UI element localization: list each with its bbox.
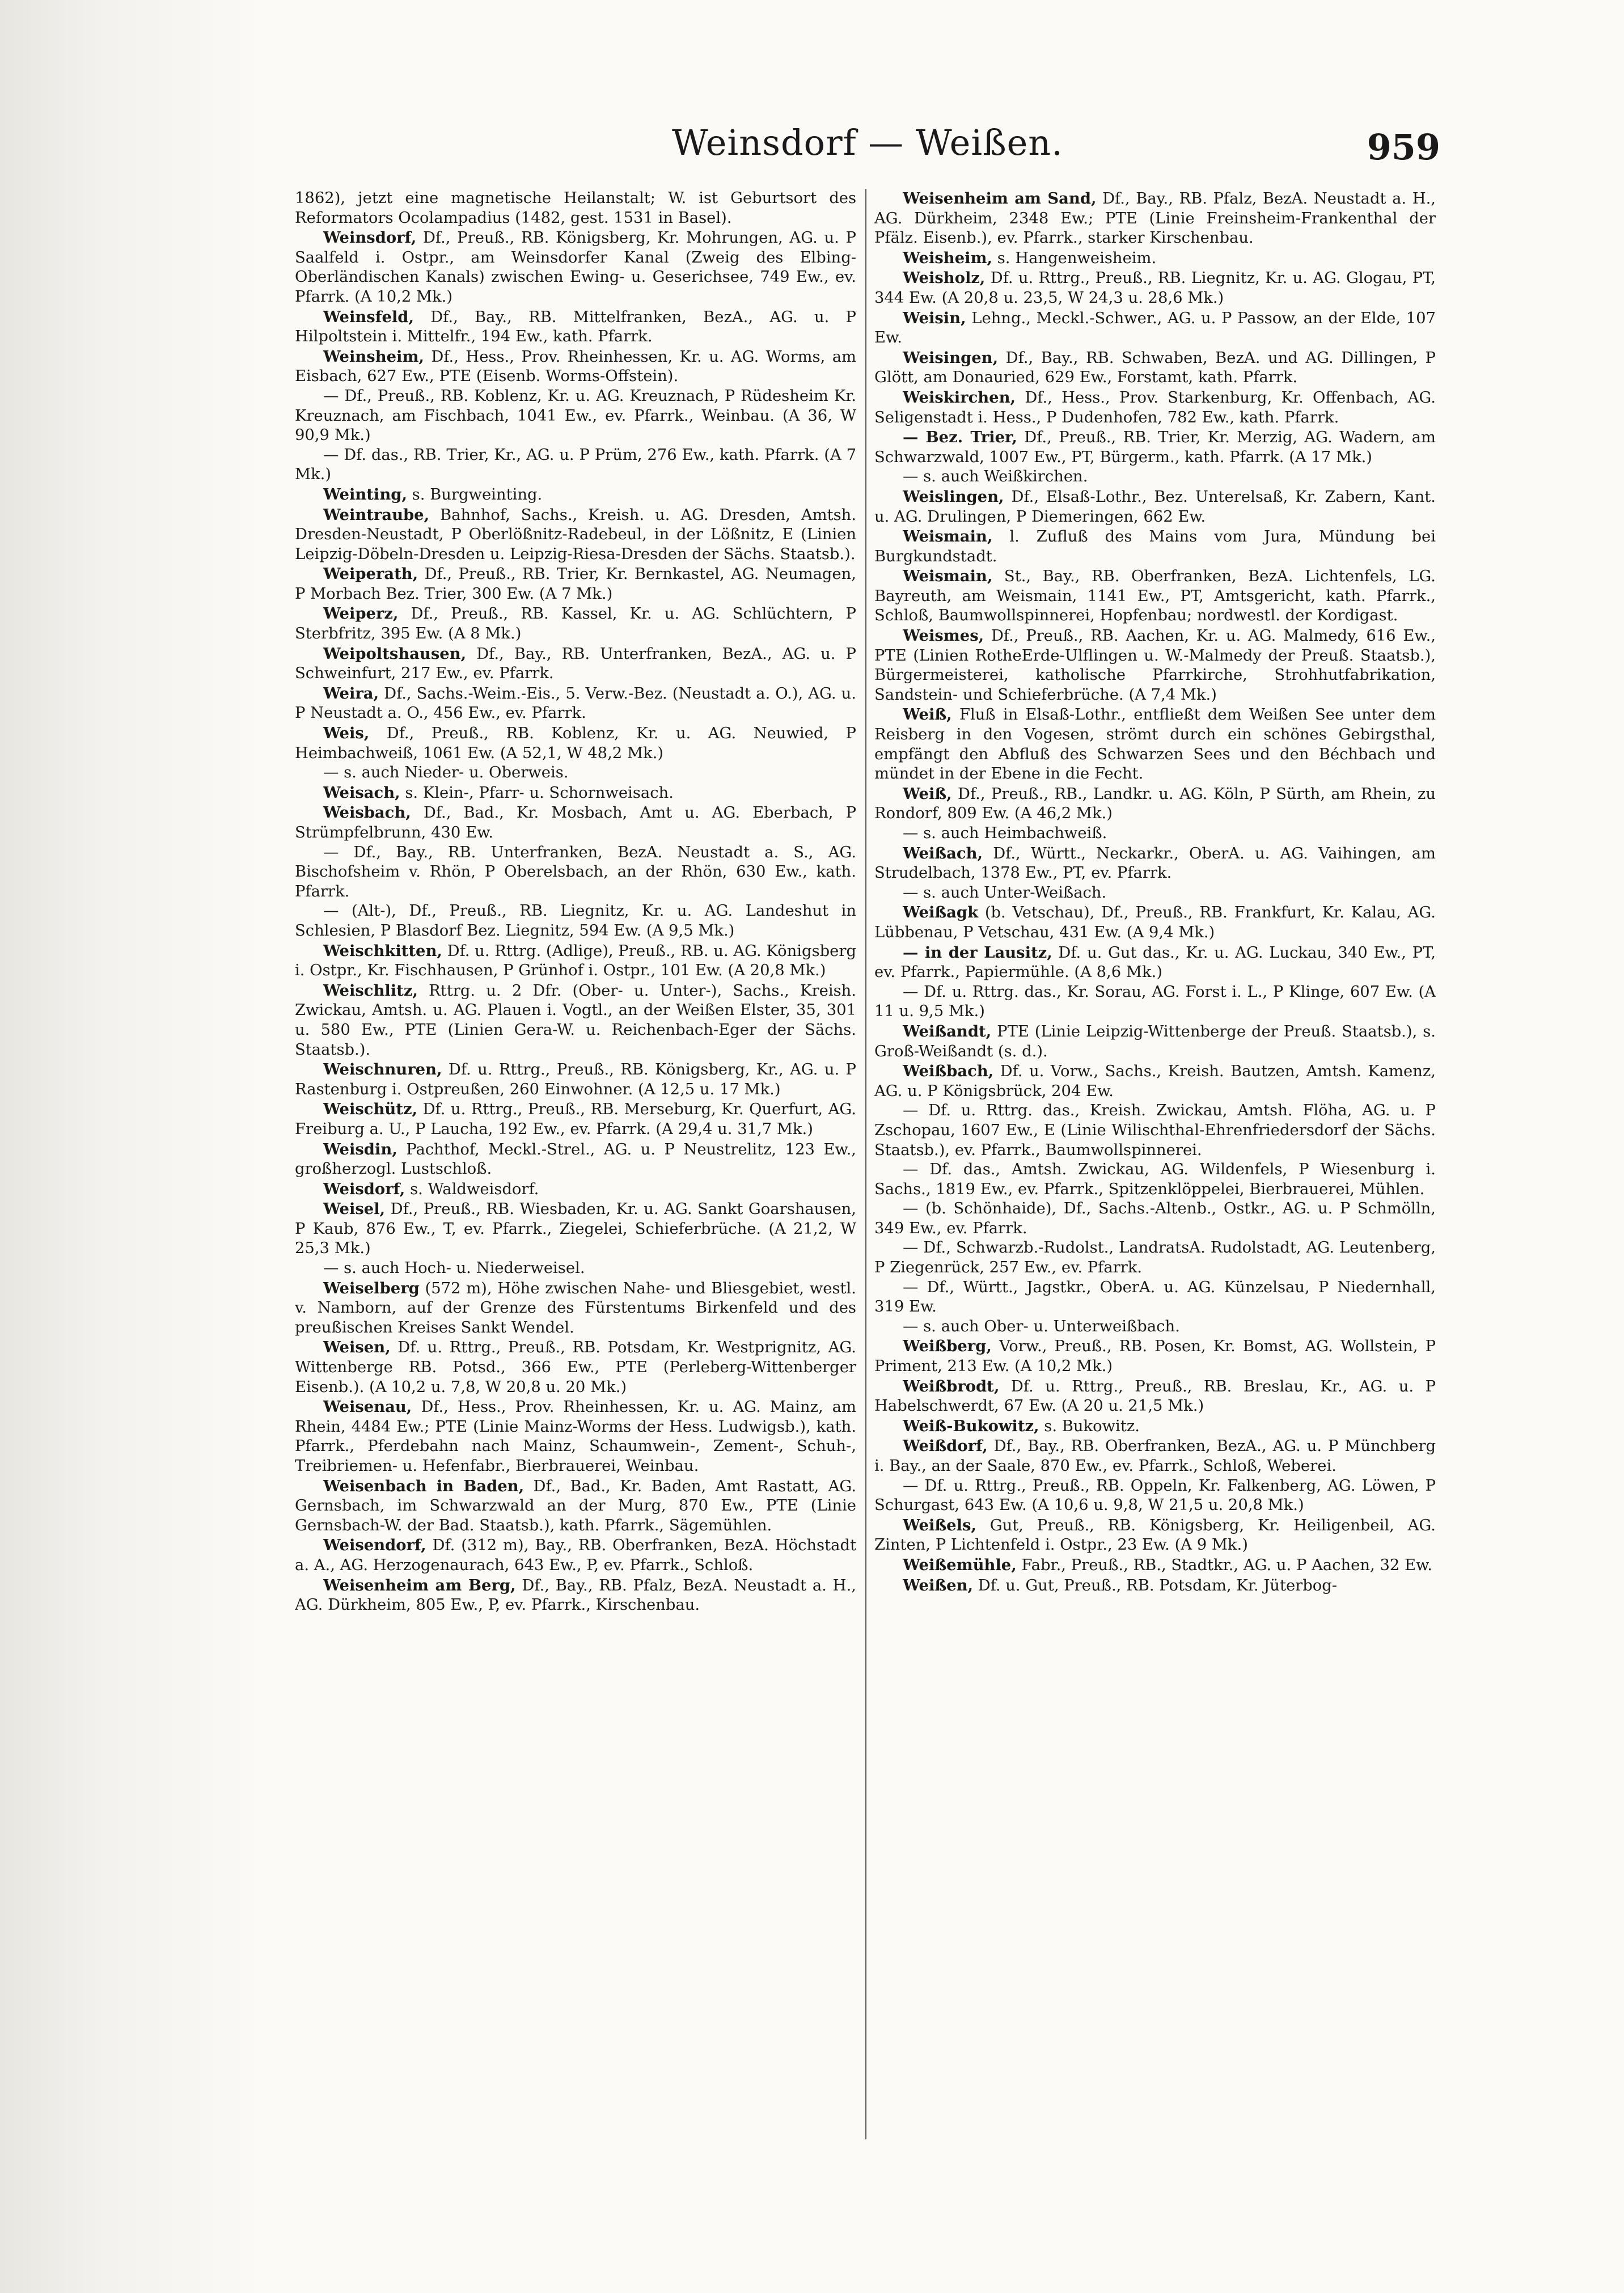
entry-text: (572 m), Höhe zwischen Nahe- und Bliesgebiet, westl. v. Namborn, auf der Grenze des Fürstentums Birkenfeld und des preußischen Kreises Sankt Wendel. [295, 1279, 856, 1336]
gazetteer-entry [874, 1336, 1436, 1376]
entry-headword: Weinsheim, [323, 347, 424, 366]
entry-text: — Df., Schwarzb.-Rudolst., LandratsA. Rudolstadt, AG. Leutenberg, P Ziegenrück, 257 Ew., ev. Pfarrk. [874, 1239, 1436, 1277]
entry-text: Bahnhof, Sachs., Kreish. u. AG. Dresden, Amtsh. Dresden-Neustadt, P Oberlößnitz-Radebeul, in der Lößnitz, E (Linien Leipzig-Döbeln-Dresden u. Leipzig-Riesa-Dresden der Sächs. Staatsb.). [295, 506, 856, 563]
entry-text: s. Bukowitz. [1039, 1417, 1140, 1435]
gazetteer-entry [295, 684, 856, 724]
entry-headword: Weisin, [903, 308, 966, 327]
entry-text: Df., Preuß., RB. Königsberg, Kr. Mohrungen, AG. u. P Saalfeld i. Ostpr., am Weinsdorfer Kanal (Zweig des Elbing-Oberländischen Kanals) zwischen Ewing- u. Geserichsee, 749 Ew., ev. Pfarrk. (A 10,2 Mk.) [295, 229, 856, 306]
gazetteer-entry [874, 983, 1436, 1022]
entry-headword: Weißach, [903, 844, 983, 862]
entry-text: — Df. u. Rttrg., Preuß., RB. Oppeln, Kr. Falkenberg, AG. Löwen, P Schurgast, 643 Ew. (A 10,6 u. 9,8, W 21,5 u. 20,8 Mk.) [874, 1477, 1436, 1514]
entry-headword: Weißemühle, [903, 1555, 1017, 1574]
entry-text: 1862), jetzt eine magnetische Heilanstalt; W. ist Geburtsort des Reformators Ocolampadius (1482, gest. 1531 in Basel). [295, 189, 856, 227]
entry-headword: Weischütz, [323, 1100, 418, 1119]
gazetteer-entry [874, 348, 1436, 388]
entry-text: (b. Vetschau), Df., Preuß., RB. Frankfurt, Kr. Kalau, AG. Lübbenau, P Vetschau, 431 Ew. (A 9,4 Mk.) [874, 904, 1436, 941]
gazetteer-entry [295, 763, 856, 783]
entry-headword: Weisel, [323, 1200, 386, 1219]
entry-text: Df. u. Rttrg., Preuß., RB. Merseburg, Kr. Querfurt, AG. Freiburg a. U., P Laucha, 192 Ew., ev. Pfarrk. (A 29,4 u. 31,7 Mk.) [295, 1101, 856, 1138]
entry-headword: Weismes, [903, 627, 984, 645]
entry-text: St., Bay., RB. Oberfranken, BezA. Lichtenfels, LG. Bayreuth, am Weismain, 1141 Ew., PT, Amtsgericht, kath. Pfarrk., Schloß, Baumwollspinnerei, Hopfenbau; nordwestl. der Kordigast. [874, 568, 1436, 625]
gazetteer-entry [295, 783, 856, 803]
entry-text: Df., Bay., RB. Schwaben, BezA. und AG. Dillingen, P Glött, am Donauried, 629 Ew., Forstamt, kath. Pfarrk. [874, 349, 1436, 387]
entry-text: l. Zufluß des Mains vom Jura, Mündung bei Burgkundstadt. [874, 528, 1436, 565]
gazetteer-entry [874, 1416, 1436, 1437]
gazetteer-entry [874, 308, 1436, 348]
gazetteer-entry [874, 1377, 1436, 1416]
entry-headword: Weißdorf, [903, 1437, 988, 1456]
entry-text: Df., Bad., Kr. Baden, Amt Rastatt, AG. Gernsbach, im Schwarzwald an der Murg, 870 Ew., PTE (Linie Gernsbach-W. der Bad. Staatsb.), kath. Pfarrk., Sägemühlen. [295, 1477, 856, 1534]
entry-headword: Weislingen, [903, 487, 1004, 506]
gazetteer-entry [874, 248, 1436, 269]
entry-text: — s. auch Hoch- u. Niederweisel. [323, 1259, 585, 1277]
gazetteer-entry [874, 527, 1436, 566]
entry-text: — Df. u. Rttrg. das., Kr. Sorau, AG. Forst i. L., P Klinge, 607 Ew. (A 11 u. 9,5 Mk.) [874, 983, 1436, 1021]
gazetteer-entry [295, 564, 856, 604]
entry-text: s. Waldweisdorf. [405, 1180, 539, 1198]
entry-text: Df., Preuß., RB. Trier, Kr. Bernkastel, AG. Neumagen, P Morbach Bez. Trier, 300 Ew. (A 7 Mk.) [295, 565, 856, 603]
right-column [874, 189, 1436, 2168]
entry-headword: Weisendorf, [323, 1536, 426, 1555]
gazetteer-entry [874, 883, 1436, 903]
gazetteer-entry [874, 388, 1436, 428]
entry-headword: Weinsfeld, [323, 307, 414, 326]
gazetteer-entry [874, 824, 1436, 844]
gazetteer-entry [295, 902, 856, 941]
entry-text: Df., Preuß., RB. Kassel, Kr. u. AG. Schlüchtern, P Sterbfritz, 395 Ew. (A 8 Mk.) [295, 605, 856, 643]
gazetteer-entry [874, 784, 1436, 824]
entry-text: Df., Preuß., RB. Trier, Kr. Merzig, AG. Wadern, am Schwarzwald, 1007 Ew., PT, Bürgerm., kath. Pfarrk. (A 17 Mk.) [874, 429, 1436, 466]
gazetteer-entry [874, 1555, 1436, 1576]
entry-text: Df., Sachs.-Weim.-Eis., 5. Verw.-Bez. (Neustadt a. O.), AG. u. P Neustadt a. O., 456 Ew., ev. Pfarrk. [295, 684, 856, 722]
entry-headword: Weisdorf, [323, 1179, 405, 1198]
entry-text: Df. u. Rttrg. (Adlige), Preuß., RB. u. AG. Königsberg i. Ostpr., Kr. Fischhausen, P Grünhof i. Ostpr., 101 Ew. (A 20,8 Mk.) [295, 942, 856, 980]
entry-headword: Weisenheim am Sand, [903, 189, 1097, 208]
entry-text: Df. u. Rttrg., Preuß., RB. Potsdam, Kr. Westprignitz, AG. Wittenberge RB. Potsd., 366 Ew., PTE (Perleberg-Wittenberger Eisenb.). (A 10,2 u. 7,8, W 20,8 u. 20 Mk.) [295, 1339, 856, 1396]
gazetteer-entry [874, 189, 1436, 248]
gazetteer-entry [295, 189, 856, 228]
gazetteer-entry [295, 803, 856, 843]
entry-headword: Weinting, [323, 485, 407, 504]
gazetteer-entry [874, 1160, 1436, 1199]
page-number: 959 [1367, 126, 1440, 168]
entry-text: s. Hangenweisheim. [992, 249, 1157, 267]
entry-text: — (b. Schönhaide), Df., Sachs.-Altenb., Ostkr., AG. u. P Schmölln, 349 Ew., ev. Pfarrk. [874, 1200, 1436, 1237]
entry-text: Df. u. Gut das., Kr. u. AG. Luckau, 340 Ew., PT, ev. Pfarrk., Papiermühle. (A 8,6 Mk.) [874, 944, 1436, 981]
entry-text: Gut, Preuß., RB. Königsberg, Kr. Heiligenbeil, AG. Zinten, P Lichtenfeld i. Ostpr., 23 Ew. (A 9 Mk.) [874, 1516, 1436, 1554]
page-header [295, 122, 1440, 184]
entry-text: — Df. das., RB. Trier, Kr., AG. u. P Prüm, 276 Ew., kath. Pfarrk. (A 7 Mk.) [295, 446, 856, 484]
gazetteer-entry [295, 941, 856, 981]
entry-headword: — Bez. Trier, [903, 428, 1017, 447]
entry-text: — (Alt-), Df., Preuß., RB. Liegnitz, Kr. u. AG. Landeshut in Schlesien, P Blasdorf Bez. Liegnitz, 594 Ew. (A 9,5 Mk.) [295, 902, 856, 940]
entry-headword: Weis, [323, 724, 370, 743]
entry-headword: Weinsdorf, [323, 229, 417, 247]
entry-text: — Df. das., Amtsh. Zwickau, AG. Wildenfels, P Wiesenburg i. Sachs., 1819 Ew., ev. Pfarrk., Spitzenklöppelei, Bierbrauerei, Mühlen. [874, 1161, 1436, 1198]
entry-headword: Weismain, [903, 527, 993, 546]
entry-headword: Weischkitten, [323, 941, 442, 960]
gazetteer-entry [295, 981, 856, 1060]
gazetteer-entry [295, 1140, 856, 1179]
entry-text: Df., Preuß., RB. Wiesbaden, Kr. u. AG. Sankt Goarshausen, P Kaub, 876 Ew., T, ev. Pfarrk., Ziegelei, Schieferbrüche. (A 21,2, W 25,3 Mk.) [295, 1200, 856, 1258]
gazetteer-entry [874, 566, 1436, 626]
entry-headword: Weisbach, [323, 803, 411, 822]
entry-headword: Weiß, [903, 784, 952, 803]
entry-headword: Weisheim, [903, 248, 993, 267]
entry-headword: Weiß, [903, 705, 952, 724]
entry-text: — Df., Bay., RB. Unterfranken, BezA. Neustadt a. S., AG. Bischofsheim v. Rhön, P Oberelsbach, an der Rhön, 630 Ew., kath. Pfarrk. [295, 843, 856, 900]
entry-headword: Weischlitz, [323, 981, 418, 1000]
entry-headword: Weißen, [903, 1576, 974, 1594]
gazetteer-entry [295, 1060, 856, 1099]
entry-headword: Weisach, [323, 783, 400, 802]
gazetteer-entry [295, 1535, 856, 1575]
text-columns [295, 189, 1440, 2168]
gazetteer-entry [295, 446, 856, 485]
entry-text: s. Burgweinting. [407, 485, 543, 504]
page-edge-shadow [0, 0, 267, 2293]
gazetteer-entry [874, 467, 1436, 487]
entry-headword: Weischnuren, [323, 1060, 442, 1079]
entry-headword: — in der Lausitz, [903, 943, 1052, 962]
gazetteer-entry [874, 1101, 1436, 1160]
gazetteer-entry [874, 268, 1436, 308]
entry-text: Fabr., Preuß., RB., Stadtkr., AG. u. P Aachen, 32 Ew. [1016, 1556, 1432, 1574]
entry-headword: Weisdin, [323, 1140, 397, 1158]
entry-text: Df. u. Gut, Preuß., RB. Potsdam, Kr. Jüterbog- [973, 1576, 1338, 1594]
left-column [295, 189, 856, 2168]
entry-text: — Df., Preuß., RB. Koblenz, Kr. u. AG. Kreuznach, P Rüdesheim Kr. Kreuznach, am Fischbach, 1041 Ew., ev. Pfarrk., Weinbau. (A 36, W 90,9 Mk.) [295, 387, 856, 445]
entry-text: Lehng., Meckl.-Schwer., AG. u. P Passow, an der Elde, 107 Ew. [874, 309, 1436, 347]
entry-headword: Weißagk [903, 903, 979, 922]
entry-headword: Weiperath, [323, 565, 418, 583]
entry-text: Df. (312 m), Bay., RB. Oberfranken, BezA. Höchstadt a. A., AG. Herzogenaurach, 643 Ew., P, ev. Pfarrk., Schloß. [295, 1537, 856, 1574]
entry-text: — s. auch Unter-Weißach. [903, 883, 1107, 902]
gazetteer-entry [874, 844, 1436, 883]
gazetteer-entry [295, 307, 856, 347]
entry-text: Df. u. Vorw., Sachs., Kreish. Bautzen, Amtsh. Kamenz, AG. u. P Königsbrück, 204 Ew. [874, 1063, 1436, 1100]
gazetteer-entry [874, 1317, 1436, 1337]
entry-text: Df., Bay., RB. Unterfranken, BezA., AG. u. P Schweinfurt, 217 Ew., ev. Pfarrk. [295, 645, 856, 683]
gazetteer-entry [874, 1516, 1436, 1555]
gazetteer-entry [874, 903, 1436, 942]
entry-text: Pachthof, Meckl.-Strel., AG. u. P Neustrelitz, 123 Ew., großherzogl. Lustschloß. [295, 1140, 856, 1178]
entry-headword: Weißandt, [903, 1022, 992, 1040]
gazetteer-entry [874, 487, 1436, 527]
gazetteer-entry [295, 604, 856, 644]
gazetteer-entry [295, 1099, 856, 1139]
running-head: Weinsdorf — Weißen. [672, 122, 1063, 163]
entry-text: Rttrg. u. 2 Dfr. (Ober- u. Unter-), Sachs., Kreish. Zwickau, Amtsh. u. AG. Plauen i. Vogtl., an der Weißen Elster, 35, 301 u. 580 Ew., PTE (Linien Gera-W. u. Reichenbach-Eger der Sächs. Staatsb.). [295, 981, 856, 1059]
entry-text: Df., Hess., Prov. Rheinhessen, Kr. u. AG. Mainz, am Rhein, 4484 Ew.; PTE (Linie Mainz-Worms der Hess. Ludwigsb.), kath. Pfarrk., Pferdebahn nach Mainz, Schaumwein-, Zement-, Schuh-, Treibriemen- u. Hefenfabr., Bierbrauerei, Weinbau. [295, 1398, 856, 1475]
gazetteer-entry [295, 1179, 856, 1200]
gazetteer-entry [295, 387, 856, 446]
entry-headword: Weintraube, [323, 505, 430, 524]
entry-text: Df., Bay., RB. Pfalz, BezA. Neustadt a. H., AG. Dürkheim, 2348 Ew.; PTE (Linie Freinsheim-Frankenthal der Pfälz. Eisenb.), ev. Pfarrk., starker Kirschenbau. [874, 190, 1436, 247]
entry-text: Df. u. Rttrg., Preuß., RB. Königsberg, Kr., AG. u. P Rastenburg i. Ostpreußen, 260 Einwohner. (A 12,5 u. 17 Mk.) [295, 1061, 856, 1098]
entry-headword: Weißels, [903, 1516, 976, 1534]
entry-text: Df., Preuß., RB. Koblenz, Kr. u. AG. Neuwied, P Heimbachweiß, 1061 Ew. (A 52,1, W 48,2 Mk.) [295, 725, 856, 762]
entry-text: — s. auch Heimbachweiß. [903, 824, 1107, 842]
entry-headword: Weiselberg [323, 1279, 420, 1297]
entry-text: s. Klein-, Pfarr- u. Schornweisach. [400, 784, 674, 802]
entry-text: — Df. u. Rttrg. das., Kreish. Zwickau, Amtsh. Flöha, AG. u. P Zschopau, 1607 Ew., E (Linie Wilischthal-Ehrenfriedersdorf der Sächs. Staatsb.), ev. Pfarrk., Baumwollspinnerei. [874, 1102, 1436, 1159]
gazetteer-entry [295, 1259, 856, 1279]
gazetteer-entry [295, 1199, 856, 1259]
gazetteer-entry [295, 1576, 856, 1615]
entry-text: — Df., Württ., Jagstkr., OberA. u. AG. Künzelsau, P Niedernhall, 319 Ew. [874, 1278, 1436, 1316]
entry-text: Df., Preuß., RB. Aachen, Kr. u. AG. Malmedy, 616 Ew., PTE (Linien RotheErde-Ulflingen u. W.-Malmedy der Preuß. Staatsb.), Bürgermeisterei, katholische Pfarrkirche, Strohhutfabrikation, Sandstein- und Schieferbrüche. (A 7,4 Mk.) [874, 627, 1436, 704]
gazetteer-entry [874, 428, 1436, 467]
entry-text: PTE (Linie Leipzig-Wittenberge der Preuß. Staatsb.), s. Groß-Weißandt (s. d.). [874, 1022, 1436, 1060]
entry-text: Df., Hess., Prov. Rheinhessen, Kr. u. AG. Worms, am Eisbach, 627 Ew., PTE (Eisenb. Worms-Offstein). [295, 348, 856, 386]
entry-text: — s. auch Ober- u. Unterweißbach. [903, 1317, 1180, 1335]
entry-text: Df., Württ., Neckarkr., OberA. u. AG. Vaihingen, am Strudelbach, 1378 Ew., PT, ev. Pfarrk. [874, 844, 1436, 882]
entry-text: Df. u. Rttrg., Preuß., RB. Liegnitz, Kr. u. AG. Glogau, PT, 344 Ew. (A 20,8 u. 23,5, W 24,3 u. 28,6 Mk.) [874, 269, 1436, 307]
gazetteer-entry [295, 1397, 856, 1476]
entry-text: Df., Bay., RB. Pfalz, BezA. Neustadt a. H., AG. Dürkheim, 805 Ew., P, ev. Pfarrk., Kirschenbau. [295, 1576, 856, 1614]
entry-text: Df., Bad., Kr. Mosbach, Amt u. AG. Eberbach, P Strümpfelbrunn, 430 Ew. [295, 804, 856, 841]
entry-text: Fluß in Elsaß-Lothr., entfließt dem Weißen See unter dem Reisberg in den Vogesen, strömt durch ein schönes Gebirgsthal, empfängt den Abfluß des Schwarzen Sees und den Béchbach und mündet in der Ebene in die Fecht. [874, 706, 1436, 783]
entry-text: Df., Bay., RB. Mittelfranken, BezA., AG. u. P Hilpoltstein i. Mittelfr., 194 Ew., kath. Pfarrk. [295, 308, 856, 346]
entry-headword: Weisen, [323, 1338, 391, 1357]
gazetteer-entry [874, 943, 1436, 983]
entry-headword: Weiperz, [323, 604, 399, 623]
entry-text: Df. u. Rttrg., Preuß., RB. Breslau, Kr., AG. u. P Habelschwerdt, 67 Ew. (A 20 u. 21,5 Mk.) [874, 1377, 1436, 1415]
entry-headword: Weiß-Bukowitz, [903, 1416, 1039, 1435]
entry-text: — s. auch Weißkirchen. [903, 468, 1088, 486]
gazetteer-entry [874, 705, 1436, 784]
gazetteer-entry [874, 1278, 1436, 1317]
entry-text: Vorw., Preuß., RB. Posen, Kr. Bomst, AG. Wollstein, P Priment, 213 Ew. (A 10,2 Mk.) [874, 1338, 1436, 1376]
entry-headword: Weisingen, [903, 348, 999, 367]
entry-headword: Weira, [323, 684, 379, 703]
entry-headword: Weisenheim am Berg, [323, 1576, 516, 1594]
entry-headword: Weiskirchen, [903, 388, 1016, 407]
column-divider [865, 189, 866, 2139]
gazetteer-entry [874, 1238, 1436, 1277]
entry-text: — s. auch Nieder- u. Oberweis. [323, 764, 569, 782]
gazetteer-entry [874, 626, 1436, 705]
entry-headword: Weismain, [903, 567, 993, 586]
entry-text: Df., Preuß., RB., Landkr. u. AG. Köln, P Sürth, am Rhein, zu Rondorf, 809 Ew. (A 46,2 Mk.) [874, 785, 1436, 823]
gazetteer-entry [295, 724, 856, 763]
gazetteer-entry [874, 1576, 1436, 1596]
gazetteer-entry [874, 1436, 1436, 1476]
gazetteer-entry [295, 1477, 856, 1536]
gazetteer-entry [295, 1338, 856, 1397]
entry-headword: Weißbrodt, [903, 1377, 1000, 1395]
gazetteer-entry [295, 644, 856, 684]
entry-text: Df., Bay., RB. Oberfranken, BezA., AG. u. P Münchberg i. Bay., an der Saale, 870 Ew., ev. Pfarrk., Schloß, Weberei. [874, 1437, 1436, 1475]
entry-headword: Weißberg, [903, 1337, 992, 1356]
gazetteer-entry [295, 485, 856, 505]
entry-headword: Weisholz, [903, 269, 986, 287]
entry-headword: Weißbach, [903, 1062, 994, 1081]
gazetteer-entry [295, 843, 856, 902]
gazetteer-entry [874, 1022, 1436, 1061]
gazetteer-entry [295, 505, 856, 565]
gazetteer-entry [295, 347, 856, 387]
gazetteer-entry [874, 1061, 1436, 1101]
entry-text: Df., Elsaß-Lothr., Bez. Unterelsaß, Kr. Zabern, Kant. u. AG. Drulingen, P Diemeringen, 662 Ew. [874, 488, 1436, 526]
dictionary-page [295, 122, 1440, 2174]
gazetteer-entry [874, 1199, 1436, 1238]
entry-text: Df., Hess., Prov. Starkenburg, Kr. Offenbach, AG. Seligenstadt i. Hess., P Dudenhofen, 782 Ew., kath. Pfarrk. [874, 388, 1436, 426]
gazetteer-entry [295, 228, 856, 307]
gazetteer-entry [874, 1477, 1436, 1516]
entry-headword: Weisenbach in Baden, [323, 1477, 525, 1495]
entry-headword: Weipoltshausen, [323, 644, 467, 663]
gazetteer-entry [295, 1279, 856, 1338]
entry-headword: Weisenau, [323, 1398, 412, 1416]
